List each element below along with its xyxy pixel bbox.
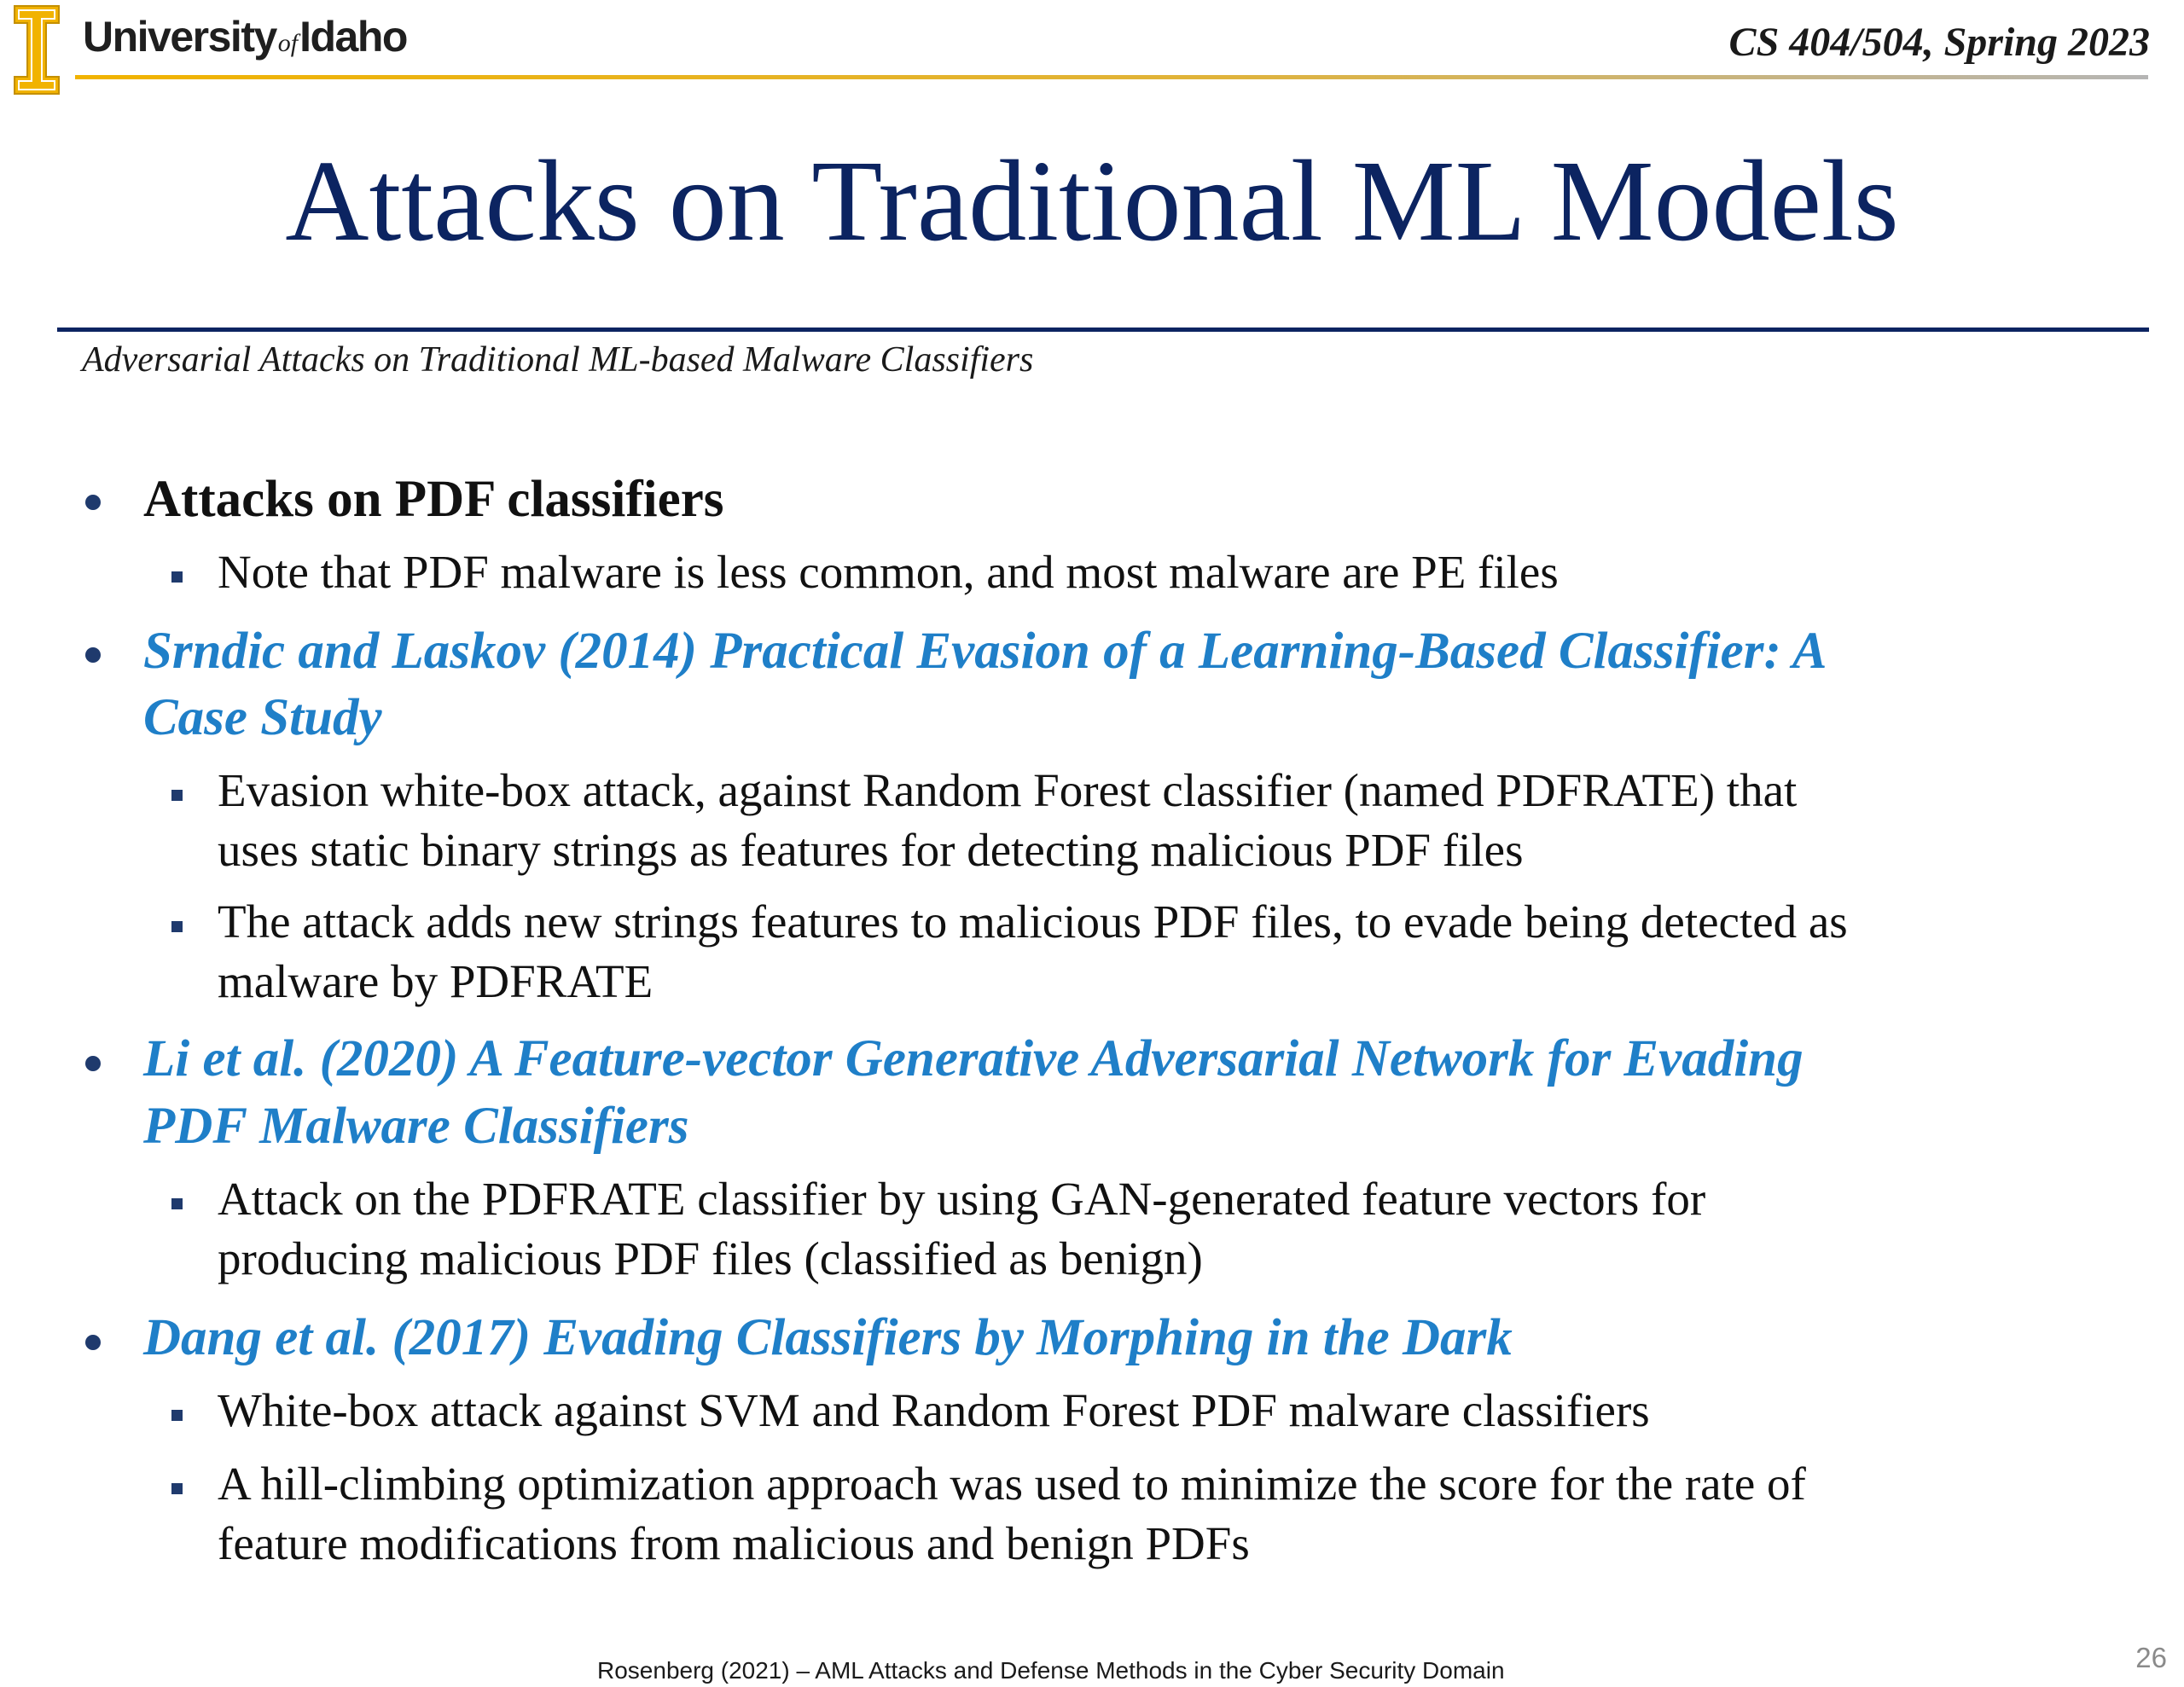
bullet-3-sub-1-line-2: producing malicious PDF files (classified as benign) (218, 1232, 1203, 1284)
title-rule (57, 328, 2149, 332)
bullet-3-sub-1-line-1: Attack on the PDFRATE classifier by using GAN-generated feature vectors for (218, 1173, 1706, 1225)
bullet-2-ref-line-1: Srndic and Laskov (2014) Practical Evasion of a Learning-Based Classifier: A (143, 623, 1827, 680)
university-wordmark (83, 12, 407, 61)
bullet-4-dot (85, 1335, 101, 1350)
bullet-2-sub-2-line-1: The attack adds new strings features to malicious PDF files, to evade being detected as (218, 896, 1848, 948)
footer-citation: Rosenberg (2021) – AML Attacks and Defense Methods in the Cyber Security Domain (597, 1657, 1505, 1684)
bullet-2-sub-1-line-2: uses static binary strings as features for detecting malicious PDF files (218, 824, 1524, 876)
header-gold-rule (75, 75, 2148, 79)
bullet-2-sub-1-line-1: Evasion white-box attack, against Random Forest classifier (named PDFRATE) that (218, 764, 1798, 816)
bullet-3-ref-line-1: Li et al. (2020) A Feature-vector Generative Adversarial Network for Evading (143, 1030, 1804, 1087)
bullet-4-sub-2-marker (171, 1483, 183, 1494)
bullet-4-sub-2-line-1: A hill-climbing optimization approach was used to minimize the score for the rate of (218, 1458, 1806, 1510)
brand-of: of (277, 29, 299, 57)
slide-subtitle: Adversarial Attacks on Traditional ML-based Malware Classifiers (82, 340, 1034, 380)
brand-main: University (83, 13, 276, 61)
bullet-1-heading: Attacks on PDF classifiers (143, 471, 724, 528)
bullet-4-sub-1-marker (171, 1410, 183, 1421)
slide-title: Attacks on Traditional ML Models (285, 137, 1899, 265)
bullet-1-sub-1-marker (171, 571, 183, 583)
bullet-2-sub-2-marker (171, 921, 183, 932)
bullet-3-sub-1-marker (171, 1198, 183, 1209)
bullet-4-ref-line-1: Dang et al. (2017) Evading Classifiers by Morphing in the Dark (143, 1309, 1513, 1366)
bullet-3-ref-line-2: PDF Malware Classifiers (143, 1098, 689, 1155)
bullet-4-sub-1: White-box attack against SVM and Random Forest PDF malware classifiers (218, 1384, 1650, 1436)
course-label: CS 404/504, Spring 2023 (1728, 20, 2150, 65)
bullet-3-dot (85, 1056, 101, 1071)
page-number: 26 (2135, 1642, 2167, 1673)
bullet-2-sub-2-line-2: malware by PDFRATE (218, 955, 653, 1007)
bullet-2-ref-line-2: Case Study (143, 689, 382, 746)
university-logo-icon (13, 4, 61, 96)
bullet-1-sub-1: Note that PDF malware is less common, and most malware are PE files (218, 546, 1559, 598)
bullet-1-dot (85, 495, 101, 510)
bullet-4-sub-2-line-2: feature modifications from malicious and benign PDFs (218, 1517, 1250, 1569)
brand-end: Idaho (299, 13, 407, 61)
bullet-2-dot (85, 647, 101, 663)
bullet-2-sub-1-marker (171, 790, 183, 801)
